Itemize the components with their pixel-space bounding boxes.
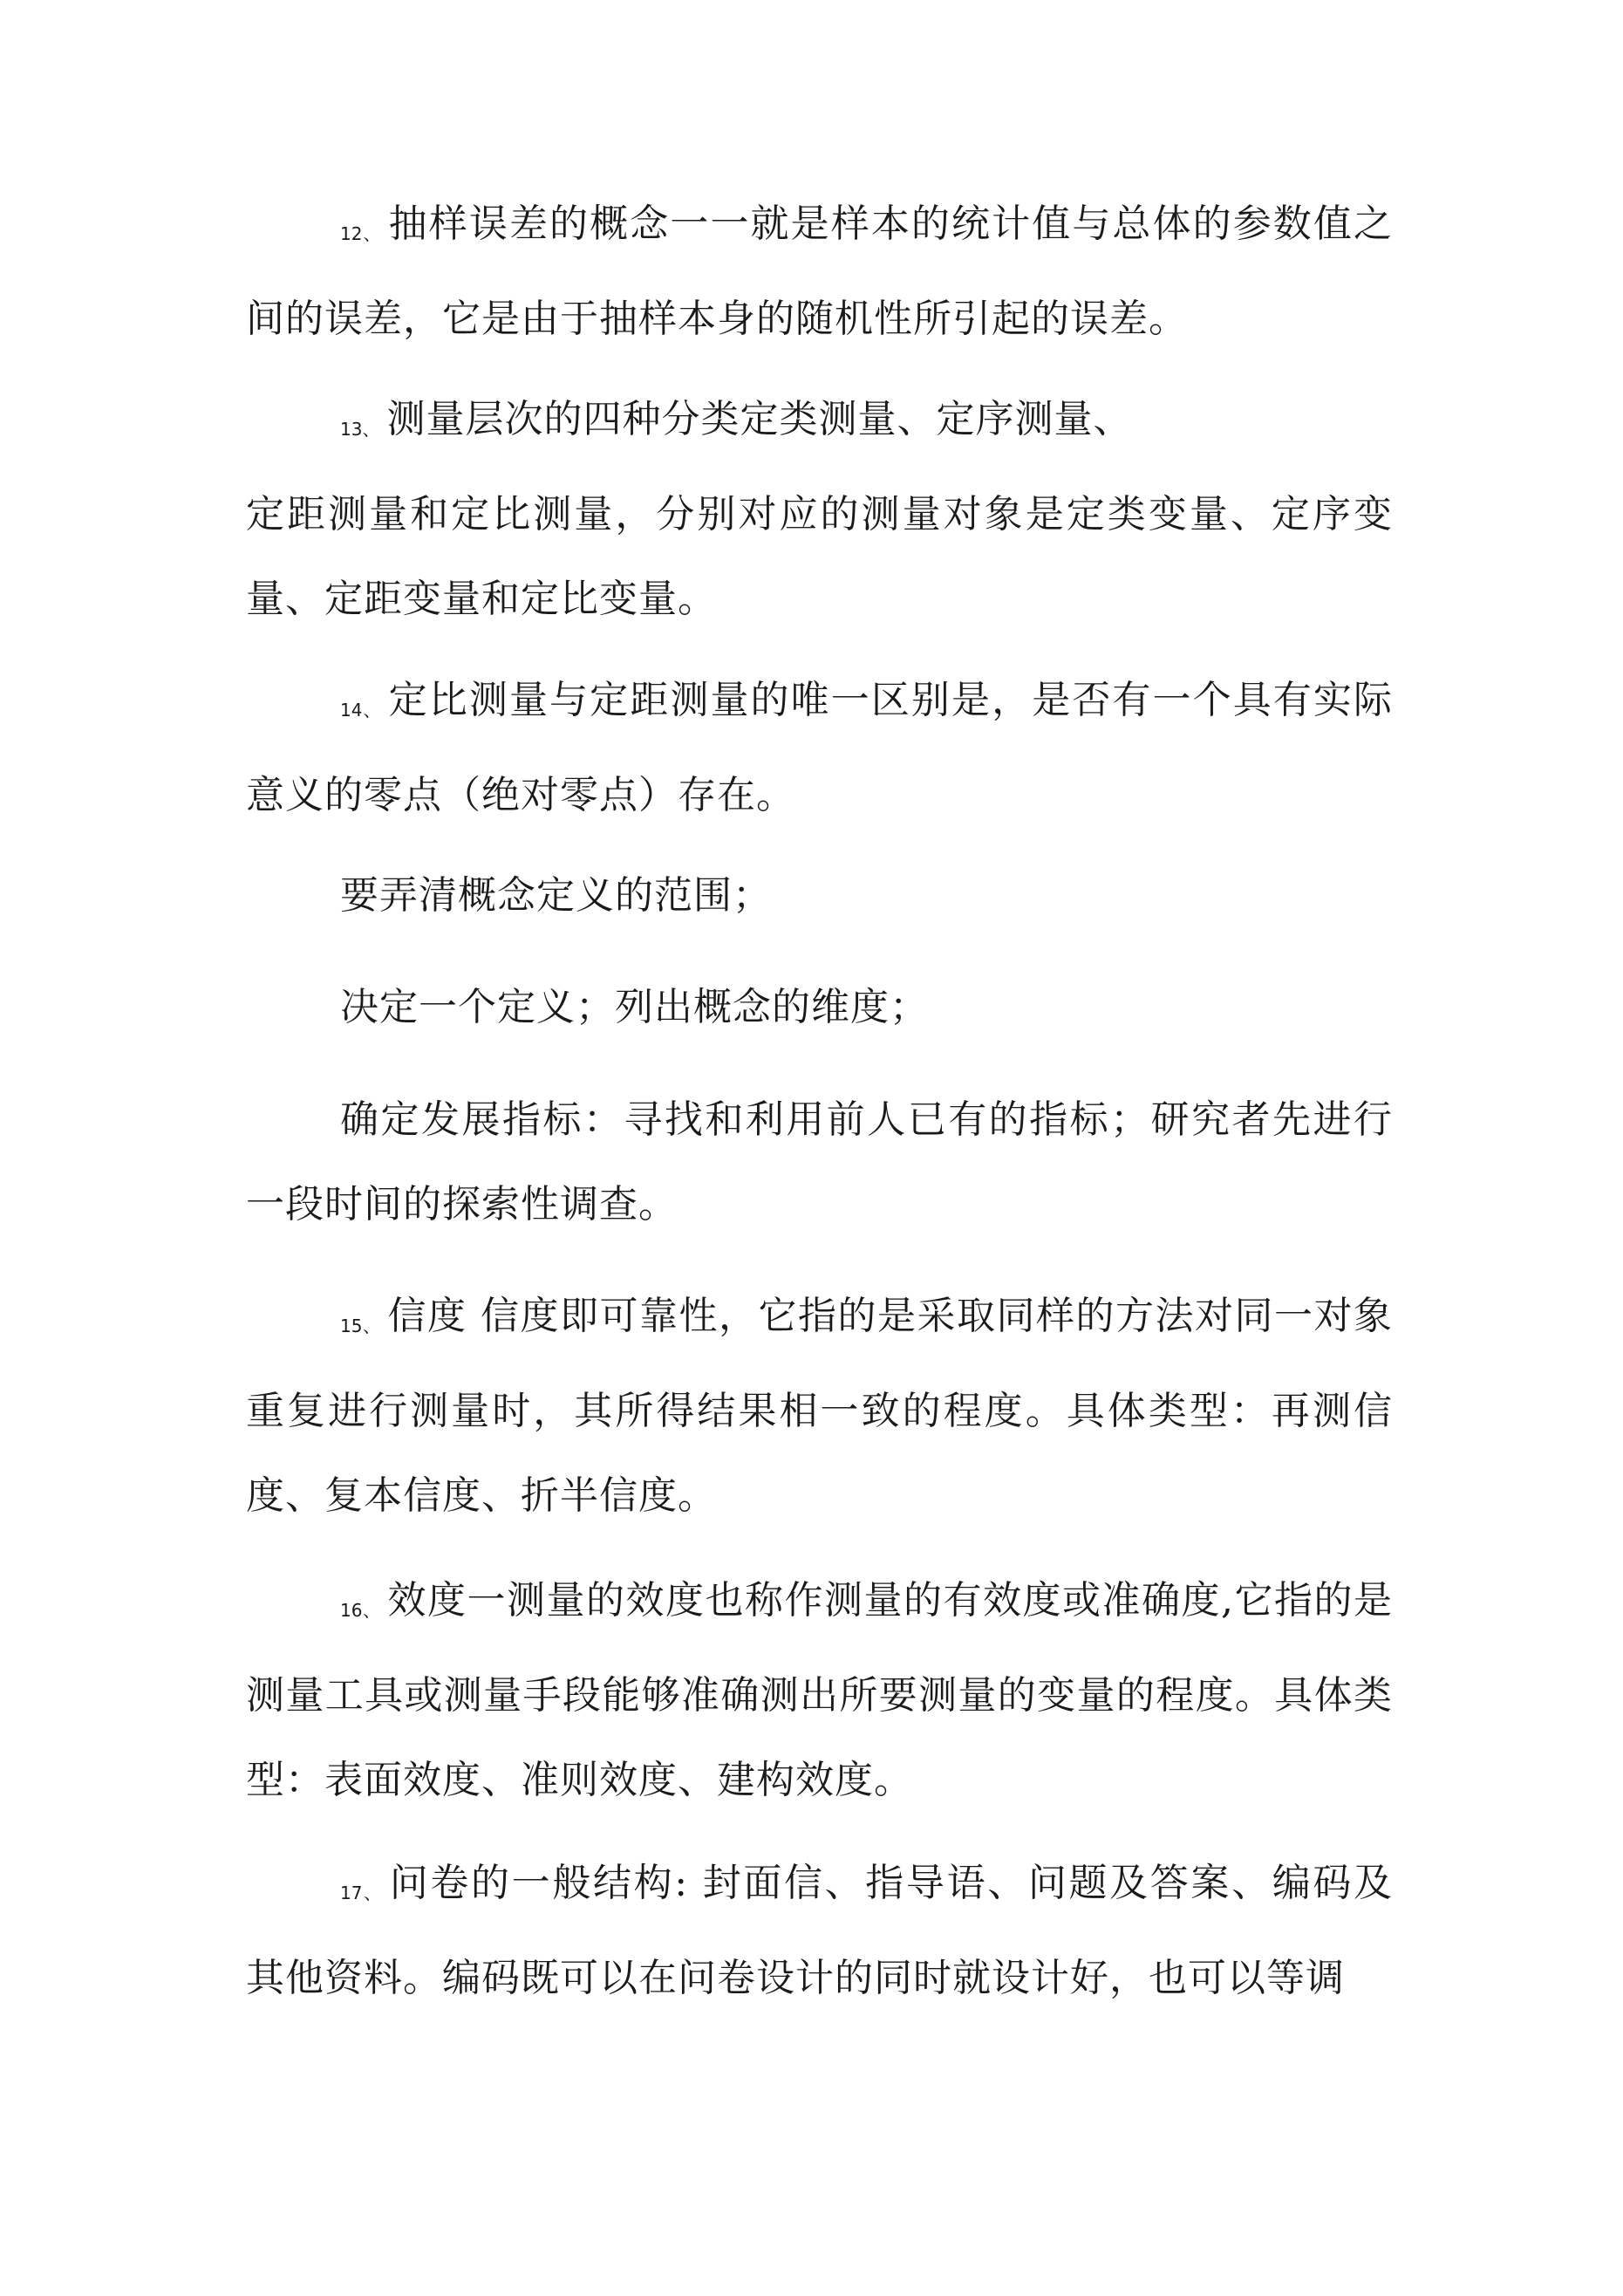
paragraph-14 bbox=[246, 658, 1393, 837]
paragraph-text: 定比测量与定距测量的唯一区别是，是否有一个具有实际意义的零点（绝对零点）存在。 bbox=[246, 678, 1394, 817]
paragraph-number: 17、 bbox=[340, 1883, 383, 1903]
paragraph-indicators bbox=[246, 1077, 1393, 1247]
paragraph-16 bbox=[246, 1558, 1393, 1822]
paragraph-12 bbox=[246, 181, 1393, 361]
paragraph-13 bbox=[246, 377, 1393, 641]
paragraph-number: 12、 bbox=[340, 223, 382, 244]
paragraph-text: 决定一个定义；列出概念的维度； bbox=[340, 985, 929, 1029]
paragraph-15 bbox=[246, 1274, 1393, 1538]
paragraph-17 bbox=[246, 1841, 1393, 2020]
paragraph-number: 16、 bbox=[340, 1600, 381, 1621]
paragraph-text: 确定发展指标：寻找和利用前人已有的指标；研究者先进行一段时间的探索性调查。 bbox=[246, 1097, 1393, 1227]
paragraph-text: 要弄清概念定义的范围； bbox=[340, 873, 772, 918]
paragraph-text: 效度一测量的效度也称作测量的有效度或准确度,它指的是测量工具或测量手段能够准确测出所要测量的变量的程度。具体类型：表面效度、准则效度、建构效度。 bbox=[246, 1578, 1394, 1802]
paragraph-text-line1: 测量层次的四种分类定类测量、定序测量、 bbox=[386, 397, 1133, 441]
paragraph-number: 13、 bbox=[340, 419, 380, 440]
paragraph-text-rest: 定距测量和定比测量，分别对应的测量对象是定类变量、定序变量、定距变量和定比变量。 bbox=[246, 492, 1393, 621]
paragraph-number: 14、 bbox=[340, 700, 382, 721]
paragraph-number: 15、 bbox=[340, 1315, 381, 1336]
paragraph-text: 问卷的一般结构: 封面信、指导语、问题及答案、编码及其他资料。编码既可以在问卷设计的同时就设计好，也可以等调 bbox=[246, 1861, 1394, 2000]
paragraph-text: 信度 信度即可靠性，它指的是采取同样的方法对同一对象重复进行测量时，其所得结果相一致的程度。具体类型：再测信度、复本信度、折半信度。 bbox=[246, 1294, 1394, 1518]
paragraph-concept-scope bbox=[246, 853, 1393, 938]
paragraph-definition bbox=[246, 965, 1393, 1049]
paragraph-text: 抽样误差的概念一一就是样本的统计值与总体的参数值之间的误差，它是由于抽样本身的随机性所引起的误差。 bbox=[246, 202, 1394, 341]
